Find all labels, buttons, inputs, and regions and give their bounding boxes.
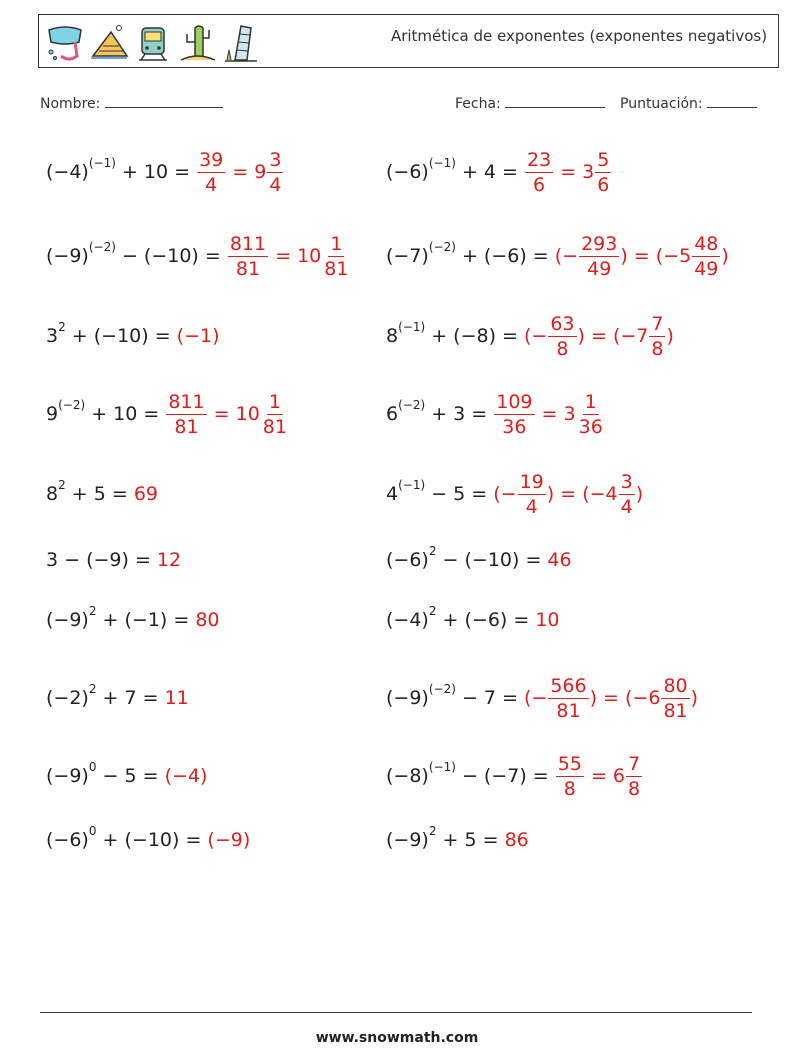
problem-base: (−9) <box>46 245 89 267</box>
answer-text: 80 <box>195 609 220 631</box>
answer-fraction <box>518 470 546 519</box>
fraction-numerator: 3 <box>269 148 282 171</box>
fraction-numerator: 55 <box>557 752 582 775</box>
answer-fraction <box>525 148 553 197</box>
problem-p10 <box>386 464 643 524</box>
problem-exponent: 0 <box>88 760 97 774</box>
fraction-numerator: 811 <box>168 390 205 413</box>
problem-p4 <box>386 226 729 286</box>
problem-operation: − 5 = <box>96 765 165 787</box>
problem-exponent: (−2) <box>58 398 86 412</box>
problem-base: 9 <box>46 403 59 425</box>
problem-operation: + (−8) = <box>425 325 524 347</box>
fraction-numerator: 19 <box>519 470 544 493</box>
problem-answer <box>524 148 612 197</box>
answer-text: ) <box>635 483 644 505</box>
problem-p16 <box>386 668 698 728</box>
problem-p20 <box>386 810 529 870</box>
problem-p2 <box>386 142 612 202</box>
problem-exponent: (−2) <box>88 240 116 254</box>
name-field[interactable] <box>40 94 223 112</box>
problem-p6 <box>386 306 674 366</box>
answer-fraction <box>649 312 665 361</box>
answer-fraction <box>494 390 534 439</box>
answer-text: = 9 <box>226 161 267 183</box>
problem-base: (−6) <box>386 549 429 571</box>
fraction-denominator: 81 <box>556 699 581 722</box>
fraction-denominator: 36 <box>502 415 527 438</box>
problem-p1 <box>46 142 284 202</box>
fraction-numerator: 3 <box>620 470 633 493</box>
problem-exponent: 2 <box>88 682 97 696</box>
problem-answer <box>555 752 643 801</box>
problem-operation: + (−6) = <box>436 609 536 631</box>
problem-base: 3 − (−9) <box>46 549 129 571</box>
date-label: Fecha: <box>455 96 501 112</box>
answer-fraction <box>166 390 206 439</box>
answer-fraction <box>595 148 611 197</box>
problem-operation: + (−10) = <box>96 829 208 851</box>
problem-base: 3 <box>46 325 59 347</box>
fraction-denominator: 81 <box>174 415 199 438</box>
cactus-icon <box>177 20 217 64</box>
score-blank[interactable] <box>707 94 757 108</box>
problem-exponent: (−1) <box>428 156 456 170</box>
problem-exponent: 2 <box>58 478 66 492</box>
fraction-numerator: 48 <box>694 232 719 255</box>
answer-text: = 10 <box>269 245 322 267</box>
fraction-numerator: 293 <box>581 232 618 255</box>
answer-text: (− <box>524 325 548 347</box>
problem-operation: + 10 = <box>85 403 166 425</box>
answer-fraction <box>626 752 642 801</box>
date-field[interactable] <box>455 94 605 112</box>
tram-icon <box>133 20 173 64</box>
problem-base: 8 <box>46 483 59 505</box>
problem-exponent: (−1) <box>88 156 116 170</box>
fraction-numerator: 7 <box>651 312 664 335</box>
answer-text: (− <box>554 245 579 267</box>
problem-answer <box>177 325 220 347</box>
answer-text: (− <box>524 687 548 709</box>
problem-answer <box>207 829 250 851</box>
problem-answer <box>524 674 698 723</box>
fraction-numerator: 811 <box>229 232 267 255</box>
problem-exponent: (−2) <box>428 682 456 696</box>
fraction-denominator: 49 <box>694 257 719 280</box>
answer-text: ) = (−7 <box>577 325 649 347</box>
answer-text: 86 <box>504 829 529 851</box>
fraction-denominator: 49 <box>587 257 612 280</box>
fraction-numerator: 63 <box>550 312 575 335</box>
fraction-denominator: 4 <box>205 173 218 196</box>
fraction-numerator: 80 <box>663 674 688 697</box>
fraction-denominator: 4 <box>525 495 538 518</box>
problem-operation: = <box>128 549 157 571</box>
problem-p18 <box>386 746 643 806</box>
problem-base: (−4) <box>386 609 429 631</box>
problem-exponent: (−2) <box>398 398 426 412</box>
problem-operation: + 5 = <box>436 829 505 851</box>
problem-answer <box>165 765 208 787</box>
answer-fraction <box>261 390 289 439</box>
leaning-tower-icon <box>221 20 261 64</box>
problem-base: (−6) <box>46 829 89 851</box>
problem-p17 <box>46 746 207 806</box>
answer-fraction <box>228 232 268 281</box>
problem-p3 <box>46 226 351 286</box>
fraction-numerator: 109 <box>496 390 533 413</box>
name-label: Nombre: <box>40 96 101 112</box>
answer-fraction <box>322 232 350 281</box>
footer-url: www.snowmath.com <box>315 1030 479 1046</box>
problem-exponent: (−1) <box>398 320 426 334</box>
footer-divider <box>40 1012 752 1013</box>
problem-exponent: (−1) <box>428 760 456 774</box>
problem-operation: + (−1) = <box>96 609 196 631</box>
problem-operation: + 3 = <box>425 403 494 425</box>
problem-base: (−9) <box>386 829 429 851</box>
problem-exponent: (−1) <box>398 478 426 492</box>
problem-exponent: 0 <box>88 824 97 838</box>
problem-answer <box>196 148 284 197</box>
problem-base: 4 <box>386 483 399 505</box>
fraction-denominator: 8 <box>556 337 569 360</box>
problem-p9 <box>46 464 158 524</box>
problem-base: 8 <box>386 325 399 347</box>
problem-operation: + 5 = <box>65 483 134 505</box>
problem-p19 <box>46 810 250 870</box>
fraction-denominator: 81 <box>262 415 287 438</box>
answer-fraction <box>692 232 720 281</box>
fraction-numerator: 5 <box>597 148 610 171</box>
answer-text: ) = (−6 <box>589 687 661 709</box>
answer-text: ) <box>690 687 699 709</box>
problem-base: (−4) <box>46 161 89 183</box>
answer-text: (−1) <box>176 325 220 347</box>
problem-operation: − (−10) = <box>115 245 227 267</box>
fraction-denominator: 8 <box>563 777 576 800</box>
score-label: Puntuación: <box>620 96 703 112</box>
problem-answer <box>493 390 606 439</box>
problem-answer <box>165 687 189 709</box>
problem-answer <box>195 609 219 631</box>
fraction-denominator: 6 <box>597 173 610 196</box>
fraction-denominator: 8 <box>651 337 664 360</box>
fraction-denominator: 81 <box>324 257 349 280</box>
problem-answer <box>547 549 571 571</box>
problem-exponent: 2 <box>428 824 437 838</box>
fraction-numerator: 1 <box>584 390 597 413</box>
fraction-denominator: 4 <box>620 495 633 518</box>
problem-operation: + 7 = <box>96 687 165 709</box>
fraction-numerator: 39 <box>199 148 224 171</box>
date-blank[interactable] <box>505 94 605 108</box>
snorkel-mask-icon <box>45 20 85 64</box>
problem-operation: − 7 = <box>455 687 524 709</box>
answer-fraction <box>579 232 619 281</box>
fraction-numerator: 566 <box>550 674 587 697</box>
problem-p7 <box>46 384 290 444</box>
answer-text: ) = (−4 <box>546 483 618 505</box>
problem-base: (−6) <box>386 161 429 183</box>
problem-answer <box>165 390 290 439</box>
problem-operation: + (−6) = <box>455 245 555 267</box>
answer-text: 11 <box>164 687 189 709</box>
problem-operation: − (−10) = <box>436 549 548 571</box>
problem-answer <box>524 312 674 361</box>
answer-text: (−9) <box>207 829 251 851</box>
answer-fraction <box>556 752 584 801</box>
answer-fraction <box>661 674 689 723</box>
problem-p14 <box>386 590 560 650</box>
answer-text: 69 <box>133 483 159 505</box>
answer-text: 46 <box>547 549 572 571</box>
problem-base: (−2) <box>46 687 89 709</box>
problem-exponent: (−2) <box>428 240 456 254</box>
answer-text: (−4) <box>164 765 208 787</box>
problem-exponent: 2 <box>88 604 97 618</box>
problem-answer <box>157 549 181 571</box>
answer-fraction <box>548 312 576 361</box>
problem-answer <box>555 232 729 281</box>
problem-base: (−9) <box>386 687 429 709</box>
problem-base: 6 <box>386 403 399 425</box>
problem-p12 <box>386 530 572 590</box>
problem-p5 <box>46 306 220 366</box>
problem-base: (−9) <box>46 765 89 787</box>
problem-p8 <box>386 384 606 444</box>
problem-exponent: 2 <box>428 544 437 558</box>
name-blank[interactable] <box>105 94 223 108</box>
worksheet-header <box>38 14 779 68</box>
problem-base: (−9) <box>46 609 89 631</box>
answer-text: = 6 <box>584 765 626 787</box>
answer-text: (− <box>493 483 517 505</box>
answer-fraction <box>548 674 588 723</box>
fraction-denominator: 8 <box>628 777 641 800</box>
problem-answer <box>505 829 529 851</box>
problem-exponent: 2 <box>58 320 66 334</box>
problem-operation: − (−7) = <box>455 765 555 787</box>
worksheet-title: Aritmética de exponentes (exponentes negativos) <box>390 27 768 45</box>
answer-text: 12 <box>156 549 182 571</box>
problem-answer <box>493 470 643 519</box>
problem-answer <box>227 232 352 281</box>
problem-base: (−7) <box>386 245 429 267</box>
fraction-denominator: 6 <box>533 173 546 196</box>
fraction-denominator: 36 <box>578 415 603 438</box>
score-field[interactable] <box>620 94 757 112</box>
problem-operation: + (−10) = <box>65 325 177 347</box>
problem-p13 <box>46 590 220 650</box>
fraction-numerator: 7 <box>628 752 641 775</box>
header-icons <box>45 19 275 65</box>
pyramid-icon <box>89 20 129 64</box>
fraction-numerator: 1 <box>330 232 343 255</box>
problem-operation: + 10 = <box>115 161 197 183</box>
fraction-denominator: 81 <box>663 699 688 722</box>
answer-text: = 3 <box>554 161 595 183</box>
problem-operation: − 5 = <box>425 483 494 505</box>
fraction-numerator: 1 <box>268 390 281 413</box>
answer-fraction <box>197 148 225 197</box>
answer-text: 10 <box>535 609 560 631</box>
answer-text: = 3 <box>535 403 576 425</box>
answer-text: ) <box>666 325 674 347</box>
answer-text: ) = (−5 <box>620 245 692 267</box>
problem-p15 <box>46 668 189 728</box>
problem-base: (−8) <box>386 765 429 787</box>
fraction-denominator: 4 <box>269 173 282 196</box>
problem-operation: + 4 = <box>455 161 524 183</box>
answer-fraction <box>577 390 605 439</box>
answer-fraction <box>619 470 635 519</box>
answer-text: ) <box>721 245 729 267</box>
problem-answer <box>134 483 158 505</box>
fraction-numerator: 23 <box>527 148 552 171</box>
problem-p11 <box>46 530 181 590</box>
fraction-denominator: 81 <box>235 257 261 280</box>
answer-text: = 10 <box>207 403 260 425</box>
problem-answer <box>535 609 559 631</box>
answer-fraction <box>267 148 283 197</box>
problem-exponent: 2 <box>428 604 437 618</box>
